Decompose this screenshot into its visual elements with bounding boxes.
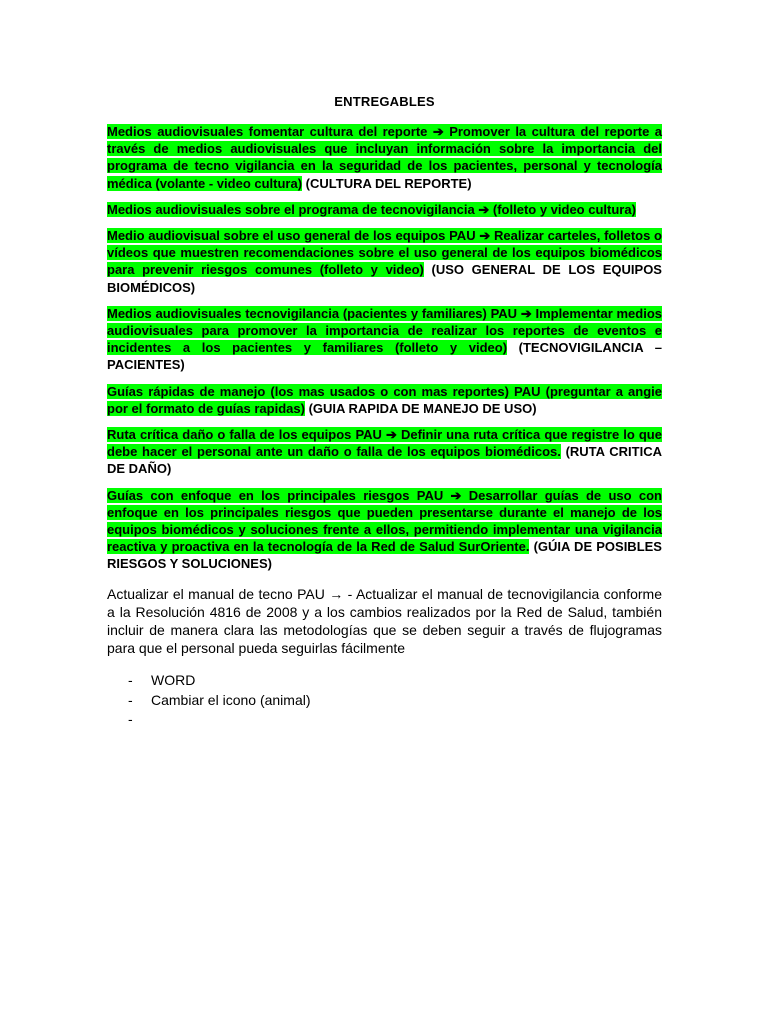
arrow-icon: ➔ xyxy=(520,305,532,321)
deliverable-tag: (TECNOVIGILANCIA – PACIENTES) xyxy=(107,340,662,373)
dash-bullet: - xyxy=(128,672,133,689)
manual-update-paragraph: Actualizar el manual de tecno PAU → - Actualizar el manual de tecnovigilancia conforme a la Resolución 4816 de 2008 y a los cambios realizados por la Red de Salud, también incluir de manera clara las metodologías que se deben seguir a través de flujogramas para que el personal pueda seguirlas fácilmente xyxy=(107,585,662,657)
deliverable-name: Guías con enfoque en los principales riesgos PAU xyxy=(107,487,444,503)
deliverable-name: Medios audiovisuales fomentar cultura del reporte xyxy=(107,124,428,139)
list-item-text: Cambiar el icono (animal) xyxy=(151,691,311,708)
deliverable-tag: (GUIA RAPIDA DE MANEJO DE USO) xyxy=(308,400,537,416)
deliverable-item xyxy=(107,305,662,374)
deliverable-item xyxy=(107,201,662,218)
highlighted-text xyxy=(107,202,636,217)
deliverable-description: Promover la cultura del reporte a través de medios audiovisuales que incluyan información sobre la importancia del programa de tecno vigilancia en la seguridad de los pacientes, personal y tecnología médica (volante - video cultura) xyxy=(107,124,662,191)
deliverable-description: Definir una ruta crítica que registre lo que debe hacer el personal ante un daño o falla de los equipos biomédicos. xyxy=(107,427,662,460)
deliverable-name: Medios audiovisuales tecnovigilancia (pacientes y familiares) PAU xyxy=(107,305,518,321)
deliverable-item xyxy=(107,383,662,417)
deliverable-description: Realizar carteles, folletos o vídeos que muestren recomendaciones sobre el uso general de los equipos biomédicos para prevenir riesgos comunes (folleto y video) xyxy=(107,228,663,278)
list-item xyxy=(107,671,662,691)
deliverable-item xyxy=(107,426,662,478)
document-title: ENTREGABLES xyxy=(334,94,435,109)
list-item xyxy=(107,710,662,730)
bullet-list xyxy=(107,671,662,730)
deliverables-list xyxy=(107,123,662,573)
deliverable-tag: (GÚIA DE POSIBLES RIESGOS Y SOLUCIONES) xyxy=(107,539,662,572)
arrow-icon: ➔ xyxy=(478,201,490,217)
deliverable-name: Guías rápidas de manejo (los mas usados o con mas reportes) PAU (preguntar a angie por el formato de guías rapidas) xyxy=(107,383,662,416)
deliverable-description: (folleto y video cultura) xyxy=(492,201,636,217)
deliverable-description: Desarrollar guías de uso con enfoque en los principales riesgos que pueden presentarse durante el manejo de los equipos biomédicos y soluciones frente a ellos, permitiendo implementar una vigilancia reactiva y proactiva en la tecnología de la Red de Salud SurOriente. xyxy=(107,487,662,555)
list-item xyxy=(107,691,662,711)
deliverable-name: Ruta crítica daño o falla de los equipos PAU xyxy=(107,427,382,443)
deliverable-name: Medios audiovisuales sobre el programa de tecnovigilancia xyxy=(107,201,475,217)
deliverable-item xyxy=(107,227,662,296)
dash-bullet: - xyxy=(128,711,133,728)
deliverable-tag: (CULTURA DEL REPORTE) xyxy=(305,175,472,191)
list-item-text: WORD xyxy=(151,672,196,689)
arrow-icon: ➔ xyxy=(479,228,491,244)
deliverable-name: Medio audiovisual sobre el uso general de los equipos PAU xyxy=(107,228,476,244)
arrow-icon: ➔ xyxy=(385,427,397,443)
arrow-icon: ➔ xyxy=(432,124,444,139)
deliverable-description: Implementar medios audiovisuales para promover la importancia de realizar los reportes de eventos e incidentes a los pacientes y familiares (folleto y video) xyxy=(107,305,662,356)
arrow-icon: ➔ xyxy=(450,487,462,503)
deliverable-item xyxy=(107,487,662,573)
deliverable-tag: (USO GENERAL DE LOS EQUIPOS BIOMÉDICOS) xyxy=(107,262,662,295)
deliverable-tag: (RUTA CRITICA DE DAÑO) xyxy=(107,444,662,477)
deliverable-item xyxy=(107,123,662,192)
dash-bullet: - xyxy=(128,691,133,708)
